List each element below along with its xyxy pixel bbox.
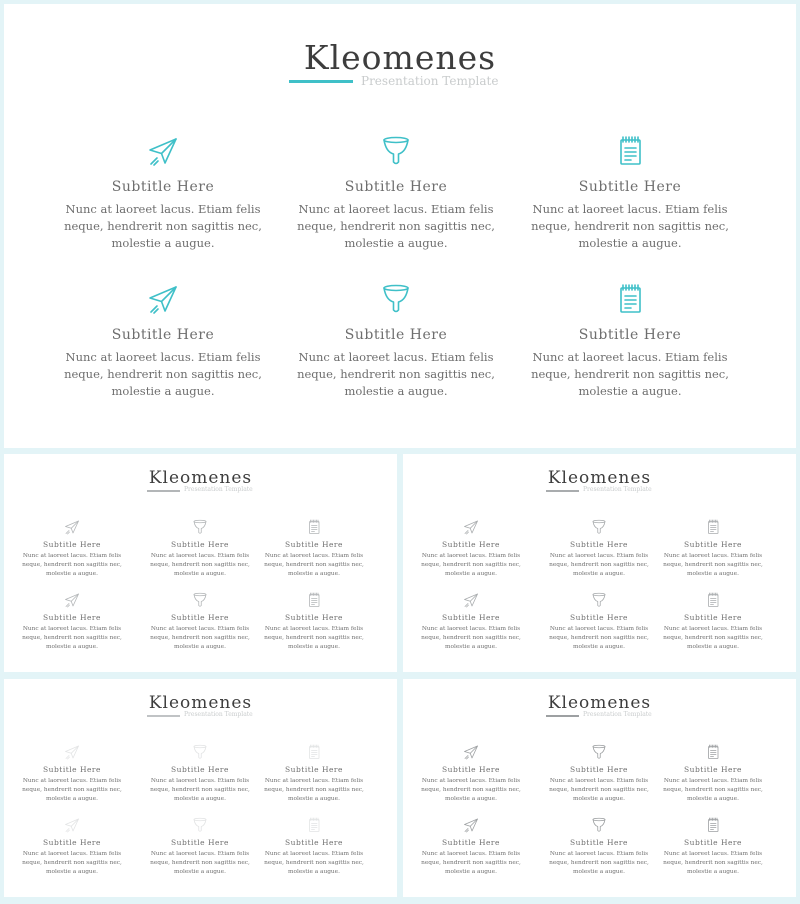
feature-item xyxy=(259,817,369,877)
feature-heading: Subtitle Here xyxy=(43,765,101,774)
funnel-icon xyxy=(192,592,208,608)
feature-description xyxy=(510,349,750,400)
description-line: Nunc at laoreet lacus. Etiam felis xyxy=(663,851,763,857)
description-line: molestie a augue. xyxy=(445,869,497,875)
description-line: Nunc at laoreet lacus. Etiam felis xyxy=(549,553,649,559)
feature-heading: Subtitle Here xyxy=(684,765,742,774)
description-line: neque, hendrerit non sagittis nec, xyxy=(531,219,729,233)
description-line: Nunc at laoreet lacus. Etiam felis xyxy=(421,851,521,857)
feature-item xyxy=(416,744,526,804)
description-line: molestie a augue. xyxy=(46,796,98,802)
description-line: Nunc at laoreet lacus. Etiam felis xyxy=(22,851,122,857)
description-line: neque, hendrerit non sagittis nec, xyxy=(264,787,364,793)
description-line: neque, hendrerit non sagittis nec, xyxy=(64,367,262,381)
description-line: Nunc at laoreet lacus. Etiam felis xyxy=(150,851,250,857)
description-line: molestie a augue. xyxy=(174,644,226,650)
title-underline xyxy=(147,715,180,717)
feature-item xyxy=(17,519,127,579)
feature-item xyxy=(145,817,255,877)
description-line: neque, hendrerit non sagittis nec, xyxy=(549,860,649,866)
feature-item xyxy=(17,592,127,652)
title-underline xyxy=(546,490,579,492)
description-line: Nunc at laoreet lacus. Etiam felis xyxy=(264,778,364,784)
feature-heading: Subtitle Here xyxy=(578,327,682,343)
description-line: molestie a augue. xyxy=(46,571,98,577)
feature-item xyxy=(259,592,369,652)
feature-heading: Subtitle Here xyxy=(285,540,343,549)
notepad-icon xyxy=(306,817,322,833)
feature-heading: Subtitle Here xyxy=(285,613,343,622)
description-line: molestie a augue. xyxy=(687,796,739,802)
description-line: Nunc at laoreet lacus. Etiam felis xyxy=(549,851,649,857)
feature-heading: Subtitle Here xyxy=(442,838,500,847)
feature-item xyxy=(259,744,369,804)
feature-description xyxy=(276,201,516,252)
feature-heading: Subtitle Here xyxy=(570,838,628,847)
description-line: molestie a augue. xyxy=(687,571,739,577)
description-line: molestie a augue. xyxy=(573,644,625,650)
funnel-icon xyxy=(591,817,607,833)
description-line: Nunc at laoreet lacus. Etiam felis xyxy=(150,626,250,632)
feature-item xyxy=(544,592,654,652)
description-line: neque, hendrerit non sagittis nec, xyxy=(663,562,763,568)
description-line: molestie a augue. xyxy=(174,869,226,875)
feature-heading: Subtitle Here xyxy=(578,179,682,195)
description-line: neque, hendrerit non sagittis nec, xyxy=(531,367,729,381)
description-line: molestie a augue. xyxy=(174,571,226,577)
description-line: neque, hendrerit non sagittis nec, xyxy=(22,562,122,568)
paper-plane-icon xyxy=(463,592,479,608)
feature-description xyxy=(658,552,768,579)
feature-description xyxy=(416,625,526,652)
slide-title: Kleomenes xyxy=(303,38,497,77)
feature-item xyxy=(658,592,768,652)
feature-description xyxy=(510,201,750,252)
description-line: Nunc at laoreet lacus. Etiam felis xyxy=(65,350,261,364)
description-line: molestie a augue. xyxy=(344,236,448,250)
feature-heading: Subtitle Here xyxy=(43,613,101,622)
paper-plane-icon xyxy=(64,744,80,760)
feature-heading: Subtitle Here xyxy=(285,765,343,774)
feature-description xyxy=(544,850,654,877)
description-line: molestie a augue. xyxy=(288,869,340,875)
paper-plane-icon xyxy=(64,592,80,608)
thumbnail-slide xyxy=(4,454,397,672)
notepad-icon xyxy=(306,519,322,535)
feature-item xyxy=(510,135,750,252)
description-line: neque, hendrerit non sagittis nec, xyxy=(421,860,521,866)
description-line: neque, hendrerit non sagittis nec, xyxy=(264,635,364,641)
feature-item xyxy=(416,519,526,579)
feature-heading: Subtitle Here xyxy=(43,540,101,549)
slide-subtitle: Presentation Template xyxy=(184,711,253,718)
feature-heading: Subtitle Here xyxy=(684,540,742,549)
slide-title: Kleomenes xyxy=(547,468,652,488)
description-line: neque, hendrerit non sagittis nec, xyxy=(663,635,763,641)
feature-description xyxy=(416,777,526,804)
paper-plane-icon xyxy=(64,817,80,833)
description-line: neque, hendrerit non sagittis nec, xyxy=(549,635,649,641)
description-line: neque, hendrerit non sagittis nec, xyxy=(264,860,364,866)
notepad-icon xyxy=(614,283,646,315)
description-line: Nunc at laoreet lacus. Etiam felis xyxy=(549,626,649,632)
description-line: molestie a augue. xyxy=(687,869,739,875)
title-underline xyxy=(289,80,353,83)
description-line: Nunc at laoreet lacus. Etiam felis xyxy=(421,778,521,784)
feature-description xyxy=(43,349,283,400)
feature-item xyxy=(658,519,768,579)
feature-description xyxy=(145,625,255,652)
description-line: molestie a augue. xyxy=(445,571,497,577)
funnel-icon xyxy=(192,817,208,833)
paper-plane-icon xyxy=(463,817,479,833)
feature-heading: Subtitle Here xyxy=(570,540,628,549)
feature-heading: Subtitle Here xyxy=(171,838,229,847)
description-line: molestie a augue. xyxy=(445,644,497,650)
description-line: neque, hendrerit non sagittis nec, xyxy=(22,787,122,793)
feature-item xyxy=(145,744,255,804)
feature-item xyxy=(43,135,283,252)
slide-title: Kleomenes xyxy=(547,693,652,713)
feature-description xyxy=(544,552,654,579)
feature-item xyxy=(658,744,768,804)
description-line: neque, hendrerit non sagittis nec, xyxy=(150,787,250,793)
feature-heading: Subtitle Here xyxy=(442,613,500,622)
feature-heading: Subtitle Here xyxy=(111,179,215,195)
funnel-icon xyxy=(380,135,412,167)
feature-description xyxy=(416,552,526,579)
description-line: Nunc at laoreet lacus. Etiam felis xyxy=(65,202,261,216)
feature-description xyxy=(259,850,369,877)
feature-heading: Subtitle Here xyxy=(43,838,101,847)
funnel-icon xyxy=(192,519,208,535)
description-line: neque, hendrerit non sagittis nec, xyxy=(64,219,262,233)
description-line: molestie a augue. xyxy=(573,869,625,875)
description-line: Nunc at laoreet lacus. Etiam felis xyxy=(532,202,728,216)
description-line: molestie a augue. xyxy=(111,236,215,250)
funnel-icon xyxy=(192,744,208,760)
main-slide xyxy=(4,4,796,448)
feature-description xyxy=(145,777,255,804)
description-line: neque, hendrerit non sagittis nec, xyxy=(22,635,122,641)
description-line: neque, hendrerit non sagittis nec, xyxy=(549,787,649,793)
description-line: molestie a augue. xyxy=(344,384,448,398)
slide-subtitle: Presentation Template xyxy=(184,486,253,493)
description-line: molestie a augue. xyxy=(288,644,340,650)
description-line: molestie a augue. xyxy=(578,384,682,398)
notepad-icon xyxy=(614,135,646,167)
title-underline xyxy=(147,490,180,492)
description-line: molestie a augue. xyxy=(46,644,98,650)
description-line: molestie a augue. xyxy=(288,571,340,577)
feature-item xyxy=(416,592,526,652)
funnel-icon xyxy=(591,592,607,608)
feature-item xyxy=(259,519,369,579)
feature-heading: Subtitle Here xyxy=(442,540,500,549)
feature-heading: Subtitle Here xyxy=(171,540,229,549)
feature-item xyxy=(17,817,127,877)
feature-item xyxy=(17,744,127,804)
feature-heading: Subtitle Here xyxy=(570,765,628,774)
feature-item xyxy=(510,283,750,400)
notepad-icon xyxy=(306,744,322,760)
description-line: molestie a augue. xyxy=(573,571,625,577)
funnel-icon xyxy=(591,744,607,760)
feature-description xyxy=(259,777,369,804)
funnel-icon xyxy=(591,519,607,535)
notepad-icon xyxy=(705,817,721,833)
description-line: molestie a augue. xyxy=(46,869,98,875)
description-line: neque, hendrerit non sagittis nec, xyxy=(663,787,763,793)
feature-description xyxy=(145,552,255,579)
description-line: Nunc at laoreet lacus. Etiam felis xyxy=(22,553,122,559)
description-line: neque, hendrerit non sagittis nec, xyxy=(549,562,649,568)
feature-description xyxy=(145,850,255,877)
description-line: Nunc at laoreet lacus. Etiam felis xyxy=(298,202,494,216)
feature-item xyxy=(544,744,654,804)
feature-heading: Subtitle Here xyxy=(171,613,229,622)
description-line: molestie a augue. xyxy=(445,796,497,802)
paper-plane-icon xyxy=(147,135,179,167)
description-line: neque, hendrerit non sagittis nec, xyxy=(22,860,122,866)
feature-item xyxy=(145,519,255,579)
funnel-icon xyxy=(380,283,412,315)
slide-title: Kleomenes xyxy=(148,693,253,713)
description-line: neque, hendrerit non sagittis nec, xyxy=(297,367,495,381)
description-line: molestie a augue. xyxy=(288,796,340,802)
description-line: neque, hendrerit non sagittis nec, xyxy=(421,787,521,793)
description-line: Nunc at laoreet lacus. Etiam felis xyxy=(22,626,122,632)
feature-description xyxy=(43,201,283,252)
paper-plane-icon xyxy=(64,519,80,535)
feature-heading: Subtitle Here xyxy=(684,613,742,622)
slide-title: Kleomenes xyxy=(148,468,253,488)
notepad-icon xyxy=(705,592,721,608)
feature-description xyxy=(658,625,768,652)
feature-item xyxy=(43,283,283,400)
description-line: Nunc at laoreet lacus. Etiam felis xyxy=(264,851,364,857)
description-line: Nunc at laoreet lacus. Etiam felis xyxy=(264,553,364,559)
paper-plane-icon xyxy=(463,519,479,535)
feature-heading: Subtitle Here xyxy=(570,613,628,622)
notepad-icon xyxy=(306,592,322,608)
slide-subtitle: Presentation Template xyxy=(361,74,499,88)
feature-description xyxy=(259,625,369,652)
feature-description xyxy=(259,552,369,579)
feature-heading: Subtitle Here xyxy=(442,765,500,774)
feature-heading: Subtitle Here xyxy=(171,765,229,774)
feature-item xyxy=(544,519,654,579)
notepad-icon xyxy=(705,519,721,535)
feature-description xyxy=(544,625,654,652)
feature-item xyxy=(276,283,516,400)
description-line: molestie a augue. xyxy=(174,796,226,802)
thumbnail-slide xyxy=(4,679,397,897)
description-line: Nunc at laoreet lacus. Etiam felis xyxy=(663,778,763,784)
description-line: molestie a augue. xyxy=(578,236,682,250)
slide-subtitle: Presentation Template xyxy=(583,486,652,493)
description-line: molestie a augue. xyxy=(687,644,739,650)
description-line: neque, hendrerit non sagittis nec, xyxy=(663,860,763,866)
description-line: neque, hendrerit non sagittis nec, xyxy=(297,219,495,233)
feature-description xyxy=(276,349,516,400)
feature-description xyxy=(658,777,768,804)
thumbnail-slide xyxy=(403,679,796,897)
paper-plane-icon xyxy=(147,283,179,315)
description-line: neque, hendrerit non sagittis nec, xyxy=(421,635,521,641)
slide-subtitle: Presentation Template xyxy=(583,711,652,718)
feature-description xyxy=(544,777,654,804)
description-line: Nunc at laoreet lacus. Etiam felis xyxy=(298,350,494,364)
description-line: molestie a augue. xyxy=(573,796,625,802)
description-line: Nunc at laoreet lacus. Etiam felis xyxy=(532,350,728,364)
description-line: Nunc at laoreet lacus. Etiam felis xyxy=(663,553,763,559)
feature-item xyxy=(544,817,654,877)
description-line: Nunc at laoreet lacus. Etiam felis xyxy=(264,626,364,632)
description-line: Nunc at laoreet lacus. Etiam felis xyxy=(150,778,250,784)
paper-plane-icon xyxy=(463,744,479,760)
feature-description xyxy=(17,777,127,804)
description-line: neque, hendrerit non sagittis nec, xyxy=(150,635,250,641)
feature-heading: Subtitle Here xyxy=(344,327,448,343)
description-line: Nunc at laoreet lacus. Etiam felis xyxy=(22,778,122,784)
feature-heading: Subtitle Here xyxy=(344,179,448,195)
description-line: Nunc at laoreet lacus. Etiam felis xyxy=(421,626,521,632)
description-line: neque, hendrerit non sagittis nec, xyxy=(421,562,521,568)
feature-description xyxy=(658,850,768,877)
feature-description xyxy=(416,850,526,877)
feature-item xyxy=(145,592,255,652)
description-line: neque, hendrerit non sagittis nec, xyxy=(264,562,364,568)
feature-item xyxy=(276,135,516,252)
feature-item xyxy=(658,817,768,877)
feature-heading: Subtitle Here xyxy=(111,327,215,343)
feature-item xyxy=(416,817,526,877)
feature-description xyxy=(17,625,127,652)
feature-heading: Subtitle Here xyxy=(285,838,343,847)
thumbnail-slide xyxy=(403,454,796,672)
notepad-icon xyxy=(705,744,721,760)
description-line: molestie a augue. xyxy=(111,384,215,398)
feature-description xyxy=(17,850,127,877)
description-line: Nunc at laoreet lacus. Etiam felis xyxy=(150,553,250,559)
description-line: neque, hendrerit non sagittis nec, xyxy=(150,860,250,866)
title-underline xyxy=(546,715,579,717)
feature-heading: Subtitle Here xyxy=(684,838,742,847)
description-line: neque, hendrerit non sagittis nec, xyxy=(150,562,250,568)
description-line: Nunc at laoreet lacus. Etiam felis xyxy=(421,553,521,559)
description-line: Nunc at laoreet lacus. Etiam felis xyxy=(549,778,649,784)
description-line: Nunc at laoreet lacus. Etiam felis xyxy=(663,626,763,632)
feature-description xyxy=(17,552,127,579)
